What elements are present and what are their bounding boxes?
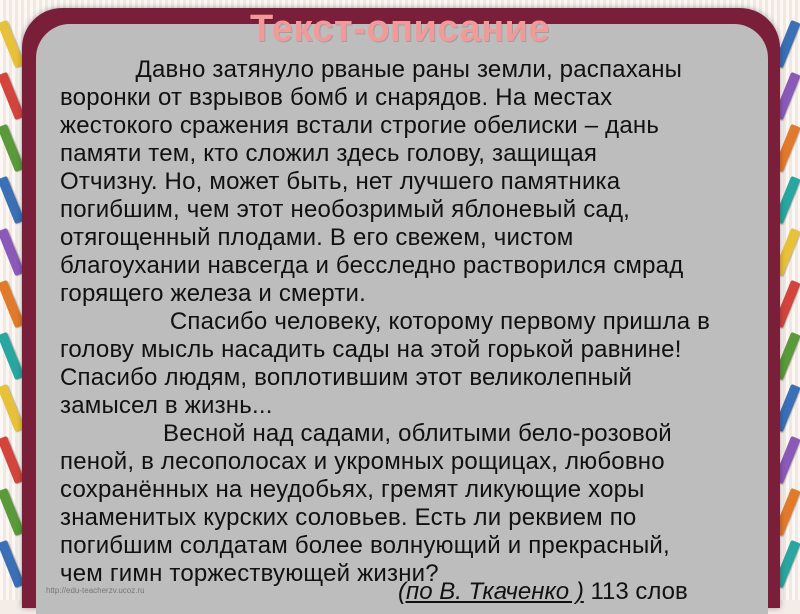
crayon-icon: [0, 228, 25, 276]
crayon-icon: [0, 176, 25, 224]
text-line: Спасибо людям, воплотившим этот великолепный: [60, 364, 633, 391]
word-count: 113 слов: [583, 578, 688, 605]
text-line: сохранённых на неудобьях, гремят ликующие хоры: [60, 476, 645, 503]
text-line: отягощенный плодами. В его свежем, чистом: [60, 224, 574, 251]
author-name: (по В. Ткаченко ): [398, 578, 584, 605]
crayon-icon: [0, 540, 25, 588]
text-line: благоухании навсегда и бесследно растворился смрад: [60, 252, 684, 279]
author-signature: [398, 578, 688, 606]
text-line: Весной над садами, облитыми бело-розовой: [60, 420, 672, 447]
crayon-icon: [0, 332, 25, 380]
text-line: воронки от взрывов бомб и снарядов. На местах: [60, 84, 613, 111]
slide-title: Текст-описание: [249, 8, 551, 50]
text-line: памяти тем, кто сложил здесь голову, защищая: [60, 140, 598, 167]
text-line: жестокого сражения встали строгие обелиски – дань: [60, 112, 660, 139]
text-line: погибшим, чем этот необозримый яблоневый сад,: [60, 196, 631, 223]
crayon-icon: [0, 436, 25, 484]
text-line: голову мысль насадить сады на этой горькой равнине!: [60, 336, 682, 363]
text-line: погибшим солдатам более волнующий и прекрасный,: [60, 532, 670, 559]
crayon-icon: [0, 124, 25, 172]
text-line: замысел в жизнь...: [60, 392, 273, 419]
crayon-icon: [0, 384, 25, 432]
text-line: чем гимн торжествующей жизни?: [60, 560, 439, 587]
text-line: Отчизну. Но, может быть, нет лучшего памятника: [60, 168, 621, 195]
text-line: Давно затянуло рваные раны земли, распаханы: [60, 56, 683, 83]
text-line: знаменитых курских соловьев. Есть ли реквием по: [60, 504, 637, 531]
crayon-icon: [0, 280, 25, 328]
crayon-icon: [0, 488, 25, 536]
text-line: пеной, в лесополосах и укромных рощицах, любовно: [60, 448, 665, 475]
body-text: [60, 56, 772, 588]
text-line: горящего железа и смерти.: [60, 280, 366, 307]
text-line: Спасибо человеку, которому первому пришла в: [60, 308, 711, 335]
crayon-icon: [0, 72, 25, 120]
source-watermark: http://edu-teacherzv.ucoz.ru: [46, 586, 145, 595]
